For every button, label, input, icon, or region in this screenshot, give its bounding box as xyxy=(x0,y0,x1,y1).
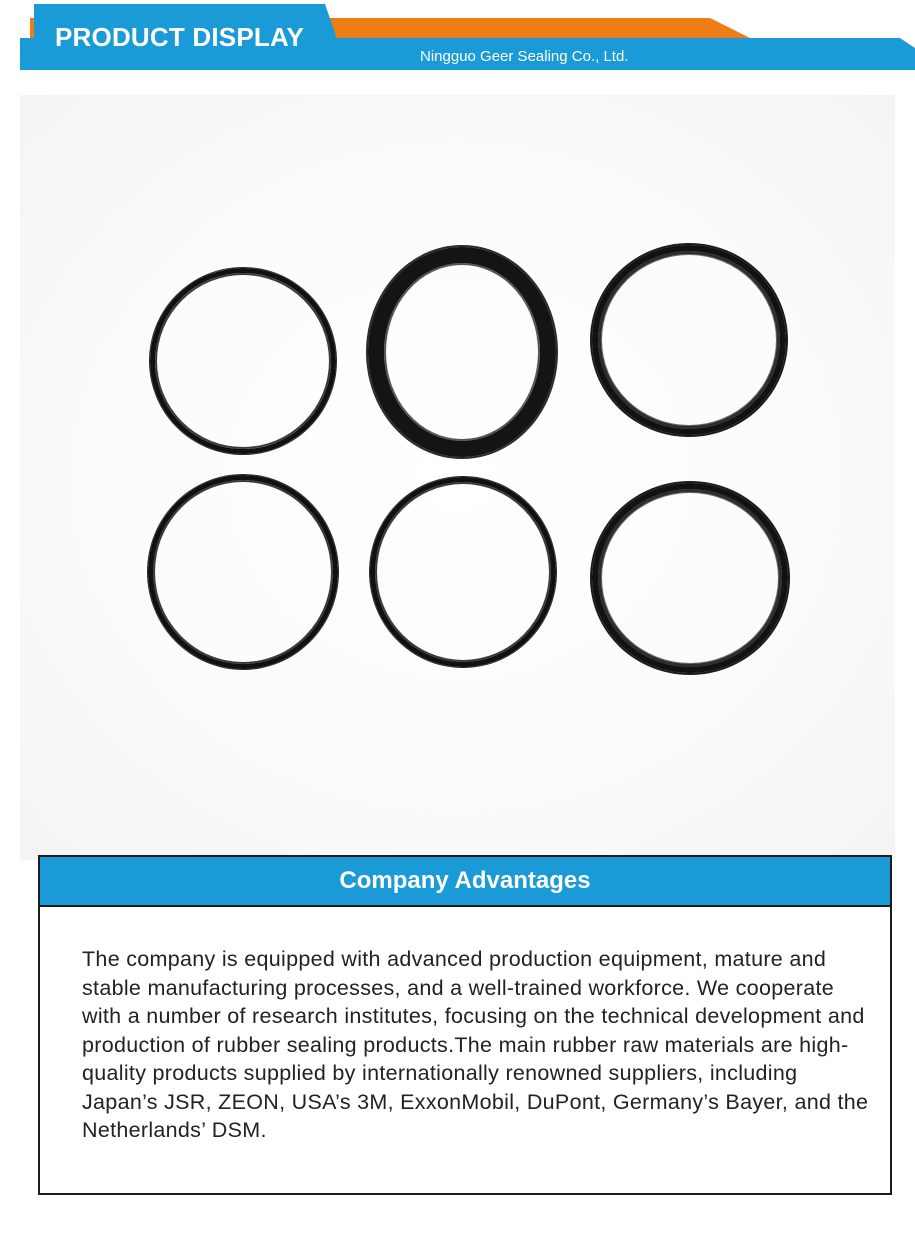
seal-ring xyxy=(150,268,336,454)
seal-ring xyxy=(370,477,556,667)
product-photo xyxy=(20,95,895,860)
advantages-text: The company is equipped with advanced production equipment, mature and stable manufacturing processes, and a well-trained workforce. We cooperate with a number of research institutes, focusing on the technical development and production of rubber sealing products.The main rubber raw materials are high-quality products supplied by internationally renowned suppliers, including Japan’s JSR, ZEON, USA’s 3M, ExxonMobil, DuPont, Germany’s Bayer, and the Netherlands’ DSM. xyxy=(82,947,869,1142)
panel-header xyxy=(40,857,890,907)
company-advantages-panel xyxy=(38,855,892,1195)
page-title: PRODUCT DISPLAY xyxy=(55,22,305,52)
seal-ring xyxy=(368,247,556,457)
header-banner xyxy=(0,0,915,80)
seal-ring xyxy=(592,245,786,435)
company-name: Ningguo Geer Sealing Co., Ltd. xyxy=(420,48,629,65)
seal-ring xyxy=(592,483,788,673)
panel-title: Company Advantages xyxy=(339,867,591,894)
seal-ring xyxy=(148,475,338,669)
